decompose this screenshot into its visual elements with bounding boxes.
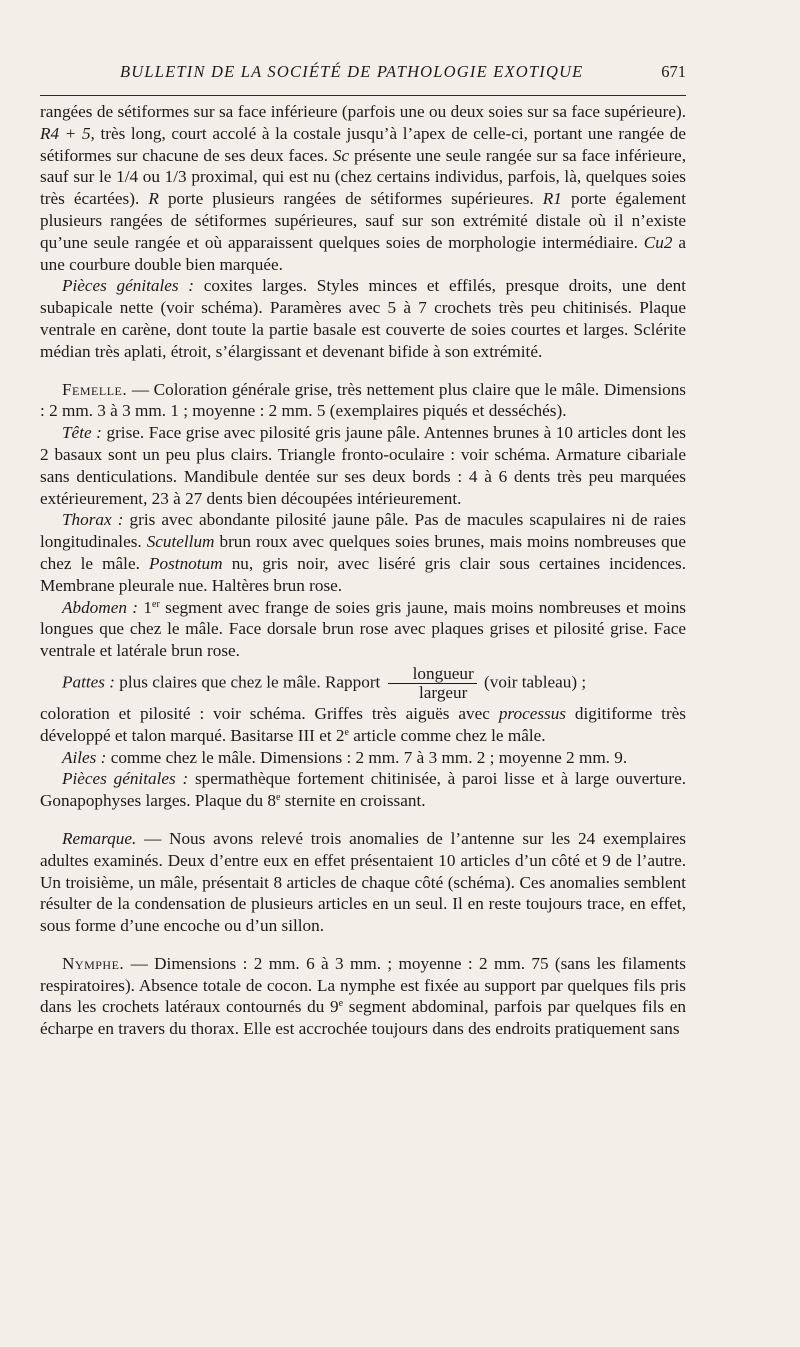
paragraph-female: Femelle. — Coloration générale grise, très nettement plus claire que le mâle. Dimensions : 2 mm. 3 à 3 mm. 1 ; moyenne : 2 mm. 5 (exemplaires piqués et desséchés). [40, 379, 686, 421]
header-rule [40, 95, 686, 96]
section-label: Tête : [62, 423, 102, 443]
page-number: 671 [661, 62, 686, 81]
paragraph-thorax: Thorax : gris avec abondante pilosité jaune pâle. Pas de macules scapulaires ni de raies longitudinales. Scutellum brun roux avec quelques soies brunes, mais moins nombreuses que chez le mâle. Postnotum nu, gris noir, avec liséré gris clair sous certaines incidences. Membrane pleurale nue. Haltères brun rose. [40, 510, 686, 595]
paragraph-male-genitalia: Pièces génitales : coxites larges. Styles minces et effilés, presque droits, une dent subapicale nette (voir schéma). Paramères avec 5 à 7 crochets très peu chitinisés. Plaque ventrale en carène, dont toute la partie basale est couverte de soies courtes et larges. Sclérite médian très aplati, étroit, s’élargissant et devenant bifide à son extrémité. [40, 276, 686, 361]
paragraph-wing-veins: rangées de sétiformes sur sa face inférieure (parfois une ou deux soies sur sa face supérieure). R4 + 5, très long, court accolé à la costale jusqu’à l’apex de celle-ci, portant une rangée de sétiformes sur chacune de ses deux faces. Sc présente une seule rangée sur sa face inférieure, sauf sur le 1/4 ou 1/3 proximal, qui est nu (chez certains individus, parfois, là, quelques soies très écartées). R porte plusieurs rangées de sétiformes supérieures. R1 porte également plusieurs rangées de sétiformes supérieures, sauf sur son extrémité distale où il n’existe qu’une seule rangée et où apparaissent quelques soies de morphologie intermédiaire. Cu2 a une courbure double bien marquée. [40, 102, 687, 274]
section-label: Pièces génitales : [62, 769, 189, 789]
length-width-ratio: $\frac{\text{longueur}}{\text{largeur}}$ [388, 665, 477, 702]
paragraph-wings: Ailes : comme chez le mâle. Dimensions : 2 mm. 7 à 3 mm. 2 ; moyenne 2 mm. 9. [62, 747, 628, 767]
section-heading: Nymphe. [62, 953, 125, 973]
section-label: Ailes : [62, 747, 107, 767]
paragraph-legs-continued: coloration et pilosité : voir schéma. Griffes très aiguës avec processus digitiforme très développé et talon marqué. Basitarse III et 2e article comme chez le mâle. [40, 703, 686, 745]
paragraph-nymph: Nymphe. — Dimensions : 2 mm. 6 à 3 mm. ; moyenne : 2 mm. 75 (sans les filaments respiratoires). Absence totale de cocon. La nymphe est fixée au support par quelques fils pris dans les crochets latéraux contournés du 9e segment abdominal, parfois par quelques fils en écharpe en travers du thorax. Elle est accrochée toujours dans des endroits pratiquement sans [40, 953, 686, 1039]
section-heading: Femelle. [62, 379, 128, 399]
section-label: Thorax : [62, 510, 124, 530]
paragraph-abdomen: Abdomen : 1er segment avec frange de soies gris jaune, mais moins nombreuses et moins longues que chez le mâle. Face dorsale brun rose avec plaques grises et pilosité grise. Face ventrale et latérale brun rose. [40, 597, 686, 661]
running-title: BULLETIN DE LA SOCIÉTÉ DE PATHOLOGIE EXOTIQUE [120, 62, 584, 81]
section-heading: Remarque. [62, 828, 137, 848]
paragraph-head: Tête : grise. Face grise avec pilosité gris jaune pâle. Antennes brunes à 10 articles dont les 2 basaux sont un peu plus clairs. Triangle fronto-oculaire : voir schéma. Armature cibariale sans denticulations. Mandibule dentée sur ses deux bords : 4 à 6 dents très peu marquées extérieurement, 23 à 27 dents bien découpées intérieurement. [40, 423, 686, 508]
section-label: Pièces génitales : [62, 276, 195, 296]
paragraph-legs: Pattes : plus claires que chez le mâle. Rapport $\frac{\text{longueur}}{\text{largeur}}$ (voir tableau) ; [62, 663, 587, 702]
paragraph-remark: Remarque. — Nous avons relevé trois anomalies de l’antenne sur les 24 exemplaires adultes examinés. Deux d’entre eux en effet présentaient 10 articles d’un côté et 9 de l’autre. Un troisième, un mâle, présentait 8 articles de chaque côté (schéma). Ces anomalies semblent résulter de la condensation de plusieurs articles en un seul. Il en reste toujours trace, en effet, sous forme d’une encoche ou d’un sillon. [40, 828, 686, 936]
section-label: Pattes : [62, 672, 115, 692]
running-header [40, 62, 686, 86]
section-label: Abdomen : [62, 597, 139, 617]
body-text [40, 101, 686, 1040]
paragraph-female-genitalia: Pièces génitales : spermathèque fortement chitinisée, à paroi lisse et à large ouverture. Gonapophyses larges. Plaque du 8e sternite en croissant. [40, 769, 686, 811]
